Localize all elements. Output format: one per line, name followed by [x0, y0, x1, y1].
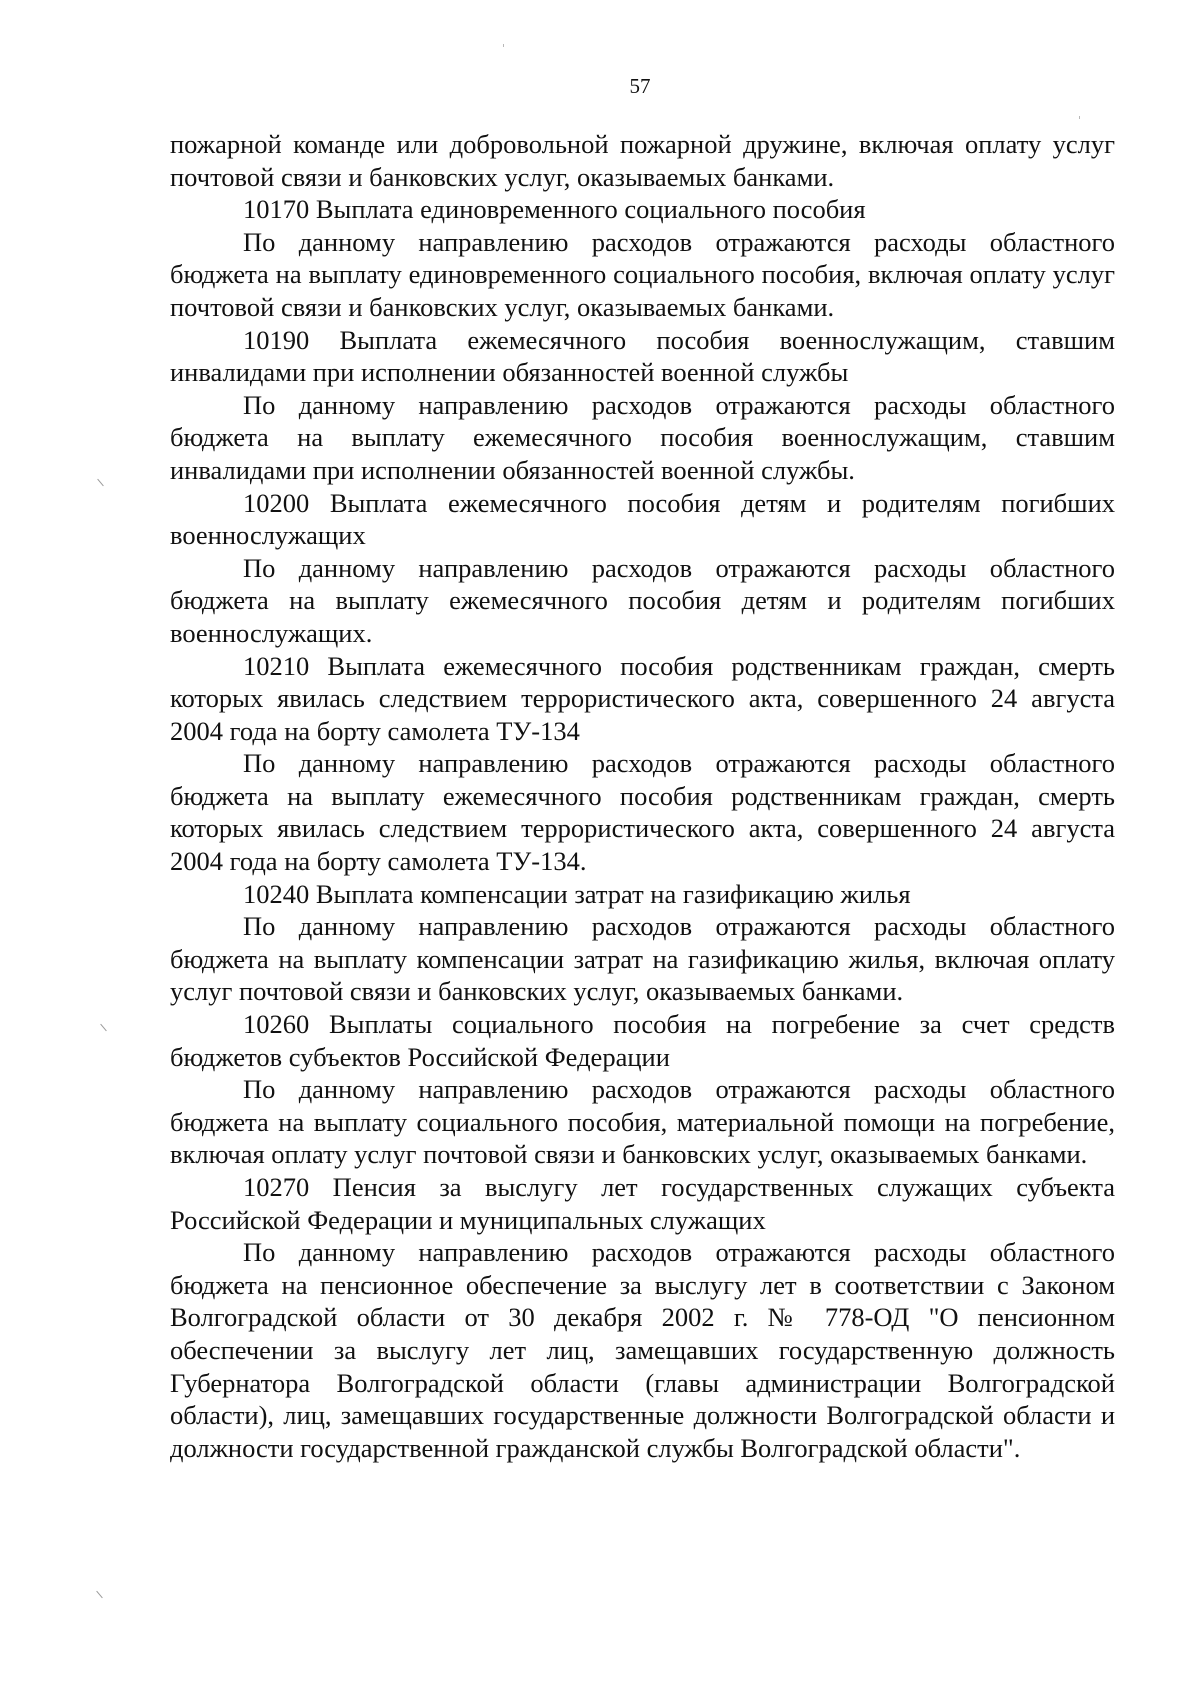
section-description-10240: По данному направлению расходов отражаются расходы областного бюджета на выплату компенсации затрат на газификацию жилья, включая оплату услуг почтовой связи и банковских услуг, оказываемых банками.: [170, 911, 1115, 1007]
section-description-10270: По данному направлению расходов отражаются расходы областного бюджета на пенсионное обеспечение за выслугу лет в соответствии с Законом Волгоградской области от 30 декабря 2002 г. № 778-ОД "О пенсионном обеспечении за выслугу лет лиц, замещавших государственную должность Губернатора Волгоградской области (главы администрации Волгоградской области), лиц, замещавших государственные должности Волгоградской области и должности государственной гражданской службы Волгоградской области".: [170, 1237, 1115, 1463]
section-heading-10240: 10240 Выплата компенсации затрат на газификацию жилья: [243, 878, 911, 909]
scan-artifact: [100, 1024, 107, 1032]
section-heading-10190: 10190 Выплата ежемесячного пособия военнослужащим, ставшим инвалидами при исполнении обязанностей военной службы: [170, 324, 1115, 388]
section-description-10200: По данному направлению расходов отражаются расходы областного бюджета на выплату ежемесячного пособия детям и родителям погибших военнослужащих.: [170, 552, 1115, 648]
document-body: [170, 128, 1115, 1464]
section-description-10170: По данному направлению расходов отражаются расходы областного бюджета на выплату единовременного социального пособия, включая оплату услуг почтовой связи и банковских услуг, оказываемых банками.: [170, 226, 1115, 322]
section-heading-10210: 10210 Выплата ежемесячного пособия родственникам граждан, смерть которых явилась следствием террористического акта, совершенного 24 августа 2004 года на борту самолета ТУ-134: [170, 650, 1115, 746]
scan-artifact: [1079, 116, 1080, 119]
page-number: 57: [629, 74, 651, 98]
section-heading-10260: 10260 Выплаты социального пособия на погребение за счет средств бюджетов субъектов Российской Федерации: [170, 1009, 1115, 1072]
section-description-10260: По данному направлению расходов отражаются расходы областного бюджета на выплату социального пособия, материальной помощи на погребение, включая оплату услуг почтовой связи и банковских услуг, оказываемых банками.: [170, 1074, 1115, 1170]
scan-artifact: [503, 44, 504, 47]
section-description-10210: По данному направлению расходов отражаются расходы областного бюджета на выплату ежемесячного пособия родственникам граждан, смерть которых явилась следствием террористического акта, совершенного 24 августа 2004 года на борту самолета ТУ-134.: [170, 748, 1115, 877]
continuation-paragraph: пожарной команде или добровольной пожарной дружине, включая оплату услуг почтовой связи и банковских услуг, оказываемых банками.: [170, 129, 1115, 192]
section-heading-10270: 10270 Пенсия за выслугу лет государственных служащих субъекта Российской Федерации и муниципальных служащих: [170, 1172, 1115, 1235]
section-description-10190: По данному направлению расходов отражаются расходы областного бюджета на выплату ежемесячного пособия военнослужащим, ставшим инвалидами при исполнении обязанностей военной службы.: [170, 389, 1115, 485]
scan-artifact: [97, 479, 104, 487]
section-heading-10200: 10200 Выплата ежемесячного пособия детям и родителям погибших военнослужащих: [170, 487, 1115, 551]
scan-artifact: [96, 1591, 103, 1599]
section-heading-10170: 10170 Выплата единовременного социального пособия: [243, 194, 866, 225]
